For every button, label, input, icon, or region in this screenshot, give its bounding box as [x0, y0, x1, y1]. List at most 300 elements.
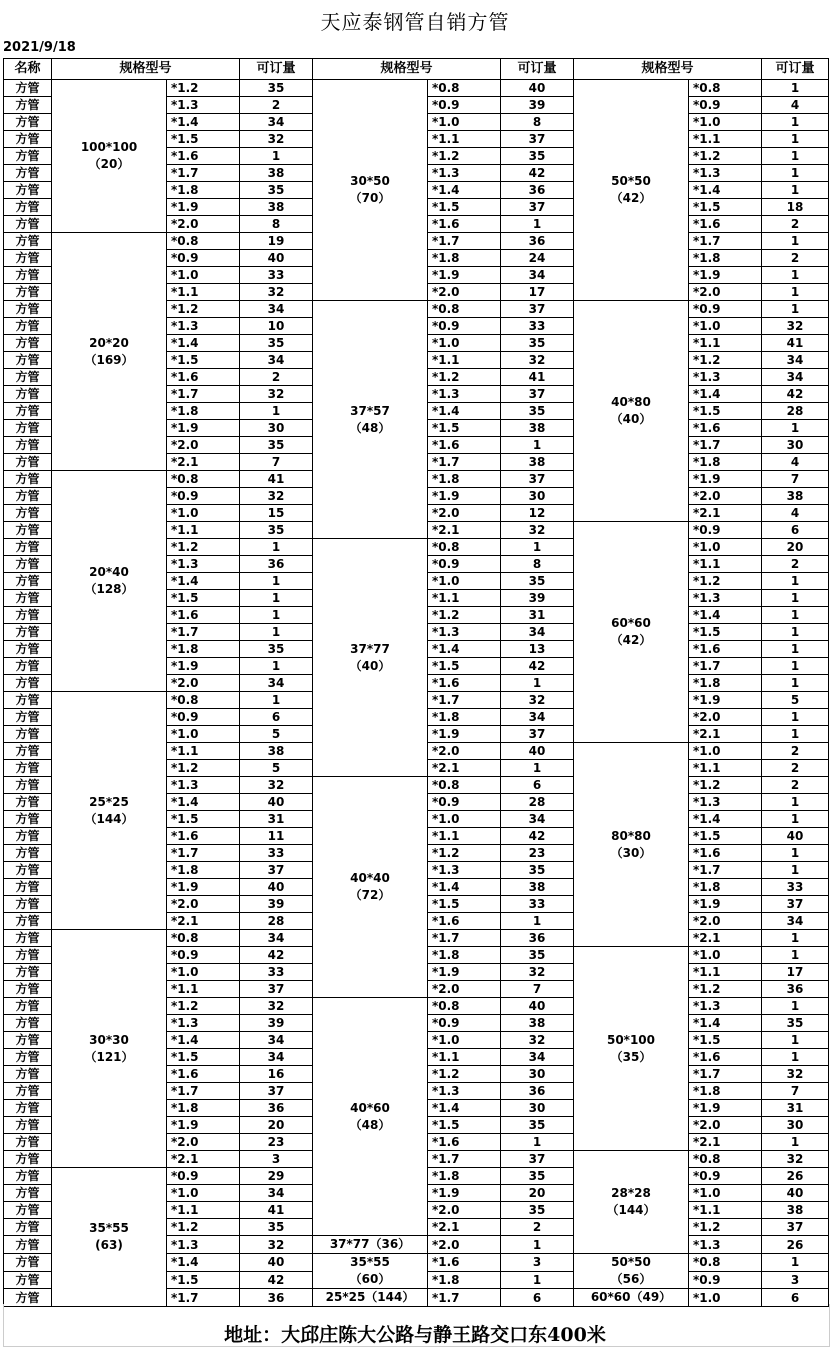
quantity-cell: 42: [501, 658, 574, 675]
quantity-cell: 39: [240, 896, 313, 913]
quantity-cell: 40: [501, 80, 574, 97]
thickness-cell: *1.8: [167, 403, 240, 420]
product-name-cell: 方管: [4, 1185, 52, 1202]
thickness-cell: *1.9: [167, 658, 240, 675]
quantity-cell: 36: [762, 981, 829, 998]
quantity-cell: 41: [762, 335, 829, 352]
quantity-cell: 37: [240, 862, 313, 879]
thickness-cell: *1.1: [167, 522, 240, 539]
quantity-cell: 1: [762, 1049, 829, 1066]
spec-group-cell: [52, 233, 167, 471]
quantity-cell: 2: [240, 97, 313, 114]
quantity-cell: 34: [240, 352, 313, 369]
quantity-cell: 1: [762, 284, 829, 301]
product-name-cell: 方管: [4, 1202, 52, 1219]
quantity-cell: 32: [501, 352, 574, 369]
thickness-cell: *1.5: [428, 420, 501, 437]
thickness-cell: *0.9: [428, 97, 501, 114]
thickness-cell: *1.1: [167, 981, 240, 998]
spec-total: （70）: [349, 191, 391, 205]
spec-total: （48）: [349, 420, 391, 435]
quantity-cell: 37: [501, 199, 574, 216]
thickness-cell: *1.2: [167, 301, 240, 318]
spec-group-cell: [313, 80, 428, 301]
thickness-cell: *1.7: [428, 692, 501, 709]
product-name-cell: 方管: [4, 488, 52, 505]
quantity-cell: 10: [240, 318, 313, 335]
thickness-cell: *0.9: [167, 1168, 240, 1185]
quantity-cell: 1: [762, 233, 829, 250]
quantity-cell: 2: [762, 760, 829, 777]
thickness-cell: *1.3: [167, 1236, 240, 1254]
quantity-cell: 32: [501, 692, 574, 709]
thickness-cell: *1.7: [689, 658, 762, 675]
product-name-cell: 方管: [4, 590, 52, 607]
thickness-cell: *1.8: [167, 641, 240, 658]
thickness-cell: *1.0: [428, 1032, 501, 1049]
quantity-cell: 37: [240, 1083, 313, 1100]
thickness-cell: *1.9: [428, 267, 501, 284]
quantity-cell: 41: [501, 369, 574, 386]
quantity-cell: 7: [762, 471, 829, 488]
product-name-cell: 方管: [4, 505, 52, 522]
thickness-cell: *1.6: [167, 148, 240, 165]
thickness-cell: *1.7: [167, 386, 240, 403]
quantity-cell: 36: [501, 1083, 574, 1100]
spec-total: （48）: [349, 1117, 391, 1132]
thickness-cell: *1.9: [689, 267, 762, 284]
thickness-cell: *1.5: [167, 352, 240, 369]
product-name-cell: 方管: [4, 352, 52, 369]
thickness-cell: *1.0: [689, 947, 762, 964]
thickness-cell: *1.8: [689, 454, 762, 471]
quantity-cell: 2: [762, 743, 829, 760]
quantity-cell: 40: [762, 1185, 829, 1202]
product-name-cell: 方管: [4, 913, 52, 930]
quantity-cell: 36: [240, 1100, 313, 1117]
thickness-cell: *1.2: [689, 148, 762, 165]
report-date: 2021/9/18: [3, 40, 76, 55]
thickness-cell: *1.1: [428, 352, 501, 369]
product-name-cell: 方管: [4, 1271, 52, 1289]
thickness-cell: *1.1: [689, 556, 762, 573]
thickness-cell: *1.9: [428, 1185, 501, 1202]
quantity-cell: 34: [240, 1049, 313, 1066]
thickness-cell: *1.8: [428, 1271, 501, 1289]
product-name-cell: 方管: [4, 216, 52, 233]
header-name: 名称: [4, 59, 52, 80]
spec-total: （42）: [610, 191, 652, 205]
thickness-cell: *1.1: [428, 131, 501, 148]
quantity-cell: 29: [240, 1168, 313, 1185]
thickness-cell: *1.5: [167, 590, 240, 607]
product-name-cell: 方管: [4, 369, 52, 386]
thickness-cell: *1.7: [167, 845, 240, 862]
thickness-cell: *0.8: [167, 930, 240, 947]
thickness-cell: *1.4: [428, 403, 501, 420]
thickness-cell: *1.0: [428, 335, 501, 352]
product-name-cell: 方管: [4, 1168, 52, 1185]
quantity-cell: 32: [501, 964, 574, 981]
thickness-cell: *1.1: [689, 131, 762, 148]
thickness-cell: *1.5: [167, 131, 240, 148]
thickness-cell: *1.3: [428, 1083, 501, 1100]
quantity-cell: 32: [240, 131, 313, 148]
product-name-cell: 方管: [4, 743, 52, 760]
product-name-cell: 方管: [4, 454, 52, 471]
quantity-cell: 1: [762, 998, 829, 1015]
thickness-cell: *1.6: [689, 1049, 762, 1066]
quantity-cell: 35: [762, 1015, 829, 1032]
quantity-cell: 37: [501, 131, 574, 148]
product-name-cell: 方管: [4, 182, 52, 199]
product-name-cell: 方管: [4, 131, 52, 148]
product-name-cell: 方管: [4, 709, 52, 726]
thickness-cell: *2.1: [167, 454, 240, 471]
thickness-cell: *1.2: [428, 148, 501, 165]
product-name-cell: 方管: [4, 250, 52, 267]
thickness-cell: *1.4: [428, 182, 501, 199]
spec-size: 80*80: [611, 828, 651, 843]
thickness-cell: *1.3: [167, 1015, 240, 1032]
quantity-cell: 3: [240, 1151, 313, 1168]
thickness-cell: *0.9: [167, 709, 240, 726]
product-name-cell: 方管: [4, 1117, 52, 1134]
quantity-cell: 38: [501, 879, 574, 896]
quantity-cell: 1: [762, 641, 829, 658]
quantity-cell: 30: [501, 1066, 574, 1083]
thickness-cell: *1.0: [167, 505, 240, 522]
quantity-cell: 1: [762, 930, 829, 947]
quantity-cell: 6: [501, 1289, 574, 1307]
quantity-cell: 37: [501, 726, 574, 743]
product-name-cell: 方管: [4, 1236, 52, 1254]
quantity-cell: 23: [240, 1134, 313, 1151]
quantity-cell: 34: [762, 913, 829, 930]
quantity-cell: 1: [762, 1254, 829, 1272]
thickness-cell: *0.9: [167, 947, 240, 964]
quantity-cell: 28: [501, 794, 574, 811]
quantity-cell: 38: [501, 454, 574, 471]
quantity-cell: 8: [501, 556, 574, 573]
quantity-cell: 1: [501, 539, 574, 556]
thickness-cell: *1.6: [689, 641, 762, 658]
quantity-cell: 28: [762, 403, 829, 420]
thickness-cell: *1.3: [428, 624, 501, 641]
product-name-cell: 方管: [4, 1134, 52, 1151]
quantity-cell: 31: [240, 811, 313, 828]
spec-size: 20*40: [89, 565, 129, 579]
thickness-cell: *1.7: [428, 1151, 501, 1168]
quantity-cell: 35: [240, 522, 313, 539]
header-spec-2: 规格型号: [313, 59, 501, 80]
product-name-cell: 方管: [4, 573, 52, 590]
thickness-cell: *1.8: [428, 709, 501, 726]
quantity-cell: 42: [240, 947, 313, 964]
quantity-cell: 30: [240, 420, 313, 437]
thickness-cell: *0.8: [428, 301, 501, 318]
quantity-cell: 37: [501, 301, 574, 318]
thickness-cell: *1.7: [689, 437, 762, 454]
header-qty-2: 可订量: [501, 59, 574, 80]
thickness-cell: *1.4: [428, 1100, 501, 1117]
product-name-cell: 方管: [4, 828, 52, 845]
product-name-cell: 方管: [4, 556, 52, 573]
quantity-cell: 23: [501, 845, 574, 862]
thickness-cell: *1.6: [689, 420, 762, 437]
quantity-cell: 1: [762, 182, 829, 199]
product-name-cell: 方管: [4, 148, 52, 165]
quantity-cell: 1: [501, 1271, 574, 1289]
quantity-cell: 12: [501, 505, 574, 522]
thickness-cell: *1.6: [428, 1134, 501, 1151]
quantity-cell: 38: [240, 743, 313, 760]
quantity-cell: 40: [240, 1254, 313, 1272]
quantity-cell: 1: [762, 148, 829, 165]
inventory-table: [3, 58, 829, 1307]
quantity-cell: 1: [240, 403, 313, 420]
thickness-cell: *1.2: [167, 1219, 240, 1236]
quantity-cell: 1: [501, 1134, 574, 1151]
thickness-cell: *1.4: [167, 114, 240, 131]
quantity-cell: 30: [762, 1117, 829, 1134]
thickness-cell: *0.9: [428, 794, 501, 811]
thickness-cell: *1.6: [167, 828, 240, 845]
quantity-cell: 26: [762, 1168, 829, 1185]
product-name-cell: 方管: [4, 1032, 52, 1049]
thickness-cell: *1.0: [689, 114, 762, 131]
quantity-cell: 34: [240, 675, 313, 692]
thickness-cell: *1.7: [689, 1066, 762, 1083]
thickness-cell: *1.8: [428, 947, 501, 964]
quantity-cell: 35: [501, 573, 574, 590]
thickness-cell: *0.9: [689, 97, 762, 114]
thickness-cell: *0.9: [689, 1168, 762, 1185]
thickness-cell: *0.9: [167, 250, 240, 267]
quantity-cell: 34: [240, 1185, 313, 1202]
product-name-cell: 方管: [4, 539, 52, 556]
thickness-cell: *1.1: [689, 1202, 762, 1219]
spec-size: 40*40: [350, 871, 390, 885]
spec-size: 28*28: [611, 1186, 651, 1200]
quantity-cell: 3: [762, 1271, 829, 1289]
thickness-cell: *1.2: [689, 573, 762, 590]
spec-group-cell: [52, 692, 167, 930]
quantity-cell: 40: [240, 879, 313, 896]
quantity-cell: 37: [501, 1151, 574, 1168]
spec-size: 50*50: [611, 174, 651, 188]
thickness-cell: *1.0: [689, 539, 762, 556]
quantity-cell: 1: [762, 165, 829, 182]
product-name-cell: 方管: [4, 624, 52, 641]
thickness-cell: *1.5: [428, 1117, 501, 1134]
quantity-cell: 1: [762, 862, 829, 879]
quantity-cell: 8: [240, 216, 313, 233]
quantity-cell: 38: [240, 165, 313, 182]
thickness-cell: *1.5: [167, 811, 240, 828]
quantity-cell: 34: [501, 1049, 574, 1066]
thickness-cell: *1.8: [167, 182, 240, 199]
quantity-cell: 35: [240, 182, 313, 199]
spec-group-cell: [313, 539, 428, 777]
thickness-cell: *1.6: [428, 1254, 501, 1272]
product-name-cell: 方管: [4, 607, 52, 624]
quantity-cell: 1: [762, 845, 829, 862]
thickness-cell: *1.7: [167, 165, 240, 182]
quantity-cell: 1: [501, 216, 574, 233]
quantity-cell: 1: [762, 947, 829, 964]
quantity-cell: 1: [240, 539, 313, 556]
quantity-cell: 1: [501, 675, 574, 692]
thickness-cell: *2.0: [689, 709, 762, 726]
quantity-cell: 32: [762, 318, 829, 335]
thickness-cell: *2.1: [689, 726, 762, 743]
product-name-cell: 方管: [4, 437, 52, 454]
quantity-cell: 1: [501, 437, 574, 454]
quantity-cell: 1: [240, 692, 313, 709]
thickness-cell: *0.9: [428, 556, 501, 573]
quantity-cell: 5: [240, 760, 313, 777]
thickness-cell: *0.8: [428, 80, 501, 97]
thickness-cell: *1.9: [689, 896, 762, 913]
spec-total: （60）: [349, 1272, 391, 1286]
quantity-cell: 17: [501, 284, 574, 301]
quantity-cell: 38: [240, 199, 313, 216]
quantity-cell: 35: [501, 1202, 574, 1219]
spec-total: （56）: [610, 1272, 652, 1286]
spec-size: 37*57: [350, 403, 390, 418]
thickness-cell: *1.3: [689, 998, 762, 1015]
quantity-cell: 38: [762, 1202, 829, 1219]
quantity-cell: 36: [501, 930, 574, 947]
thickness-cell: *1.8: [167, 1100, 240, 1117]
product-name-cell: 方管: [4, 930, 52, 947]
quantity-cell: 7: [501, 981, 574, 998]
spec-group-cell: [574, 743, 689, 947]
spec-total: （128）: [84, 582, 134, 596]
thickness-cell: *1.0: [167, 267, 240, 284]
product-name-cell: 方管: [4, 420, 52, 437]
quantity-cell: 35: [240, 80, 313, 97]
quantity-cell: 16: [240, 1066, 313, 1083]
thickness-cell: *1.5: [428, 896, 501, 913]
thickness-cell: *1.9: [428, 964, 501, 981]
thickness-cell: *2.0: [428, 981, 501, 998]
quantity-cell: 1: [762, 726, 829, 743]
thickness-cell: *1.5: [428, 199, 501, 216]
thickness-cell: *1.6: [428, 675, 501, 692]
thickness-cell: *1.6: [428, 913, 501, 930]
thickness-cell: *1.5: [428, 658, 501, 675]
quantity-cell: 7: [240, 454, 313, 471]
thickness-cell: *1.7: [428, 930, 501, 947]
thickness-cell: *1.6: [689, 845, 762, 862]
quantity-cell: 4: [762, 454, 829, 471]
thickness-cell: *1.4: [689, 386, 762, 403]
product-name-cell: 方管: [4, 97, 52, 114]
quantity-cell: 40: [501, 743, 574, 760]
quantity-cell: 1: [762, 420, 829, 437]
quantity-cell: 37: [762, 896, 829, 913]
thickness-cell: *1.8: [428, 250, 501, 267]
quantity-cell: 32: [240, 488, 313, 505]
thickness-cell: *1.1: [167, 743, 240, 760]
product-name-cell: 方管: [4, 879, 52, 896]
thickness-cell: *1.8: [428, 471, 501, 488]
header-qty-3: 可订量: [762, 59, 829, 80]
thickness-cell: *0.9: [689, 522, 762, 539]
thickness-cell: *1.4: [689, 607, 762, 624]
thickness-cell: *0.9: [428, 318, 501, 335]
quantity-cell: 42: [240, 1271, 313, 1289]
spec-size: 60*60（49）: [590, 1290, 672, 1304]
quantity-cell: 33: [501, 896, 574, 913]
product-name-cell: 方管: [4, 471, 52, 488]
quantity-cell: 2: [762, 250, 829, 267]
thickness-cell: *0.8: [689, 80, 762, 97]
quantity-cell: 34: [240, 301, 313, 318]
spec-total: （40）: [349, 658, 391, 673]
quantity-cell: 6: [240, 709, 313, 726]
quantity-cell: 1: [762, 675, 829, 692]
spec-total: （35）: [610, 1049, 652, 1064]
thickness-cell: *1.1: [167, 284, 240, 301]
table-body: [4, 80, 829, 1307]
quantity-cell: 13: [501, 641, 574, 658]
quantity-cell: 40: [240, 250, 313, 267]
quantity-cell: 1: [762, 607, 829, 624]
product-name-cell: 方管: [4, 675, 52, 692]
quantity-cell: 37: [762, 1219, 829, 1236]
quantity-cell: 1: [762, 709, 829, 726]
thickness-cell: *1.9: [167, 199, 240, 216]
quantity-cell: 33: [762, 879, 829, 896]
spec-size: 50*50: [611, 1255, 651, 1269]
quantity-cell: 30: [501, 1100, 574, 1117]
quantity-cell: 2: [240, 369, 313, 386]
quantity-cell: 6: [501, 777, 574, 794]
product-name-cell: 方管: [4, 862, 52, 879]
product-name-cell: 方管: [4, 1289, 52, 1307]
thickness-cell: *1.1: [689, 760, 762, 777]
thickness-cell: *1.4: [167, 794, 240, 811]
quantity-cell: 41: [240, 471, 313, 488]
thickness-cell: *2.0: [428, 505, 501, 522]
quantity-cell: 37: [501, 386, 574, 403]
quantity-cell: 36: [501, 182, 574, 199]
thickness-cell: *2.0: [689, 913, 762, 930]
thickness-cell: *1.3: [689, 1236, 762, 1254]
thickness-cell: *1.7: [428, 454, 501, 471]
quantity-cell: 28: [240, 913, 313, 930]
thickness-cell: *1.1: [167, 1202, 240, 1219]
thickness-cell: *1.7: [167, 1289, 240, 1307]
quantity-cell: 36: [501, 233, 574, 250]
quantity-cell: 1: [762, 811, 829, 828]
quantity-cell: 42: [501, 165, 574, 182]
quantity-cell: 35: [501, 403, 574, 420]
thickness-cell: *1.0: [428, 114, 501, 131]
thickness-cell: *1.7: [167, 1083, 240, 1100]
quantity-cell: 1: [240, 590, 313, 607]
spec-size: 35*55: [350, 1255, 390, 1269]
thickness-cell: *1.7: [689, 233, 762, 250]
spec-total: （144）: [84, 811, 134, 826]
thickness-cell: *1.5: [689, 624, 762, 641]
quantity-cell: 1: [762, 1032, 829, 1049]
product-name-cell: 方管: [4, 1254, 52, 1272]
thickness-cell: *2.0: [689, 488, 762, 505]
